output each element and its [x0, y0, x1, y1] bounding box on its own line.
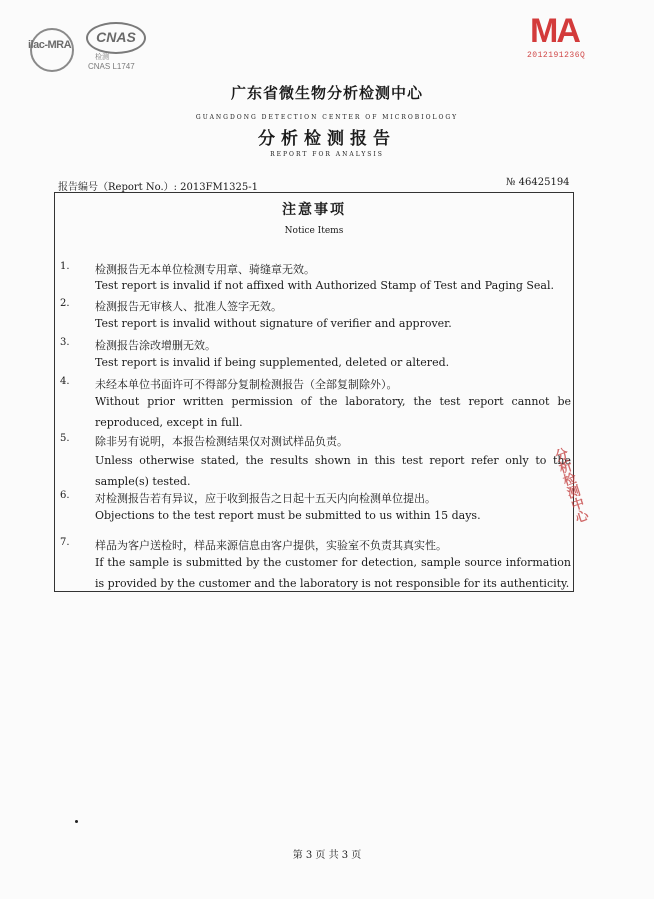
- organization-name-en: GUANGDONG DETECTION CENTER OF MICROBIOLOGY: [195, 114, 459, 121]
- cma-number: 2012191236Q: [527, 51, 586, 60]
- notice-subtitle: Notice Items: [284, 226, 344, 236]
- item-text-en: Test report is invalid if not affixed with Authorized Stamp of Test and Paging Seal.: [95, 279, 555, 292]
- item-number: 1.: [60, 261, 70, 272]
- cnas-number: CNAS L1747: [88, 62, 135, 71]
- item-number: 3.: [60, 337, 70, 348]
- report-title-cn: 分析检测报告: [258, 129, 396, 149]
- ilac-logo-text: ilac-MRA: [28, 39, 72, 51]
- cma-logo-text: MA: [530, 12, 579, 50]
- report-number: 报告编号（Report No.）: 2013FM1325-1: [58, 182, 258, 193]
- organization-name-cn: 广东省微生物分析检测中心: [230, 84, 423, 102]
- item-text-en: Test report is invalid without signature of verifier and approver.: [95, 317, 452, 330]
- serial-number: № 46425194: [506, 177, 570, 188]
- cnas-logo-text: CNAS: [86, 22, 146, 54]
- report-title-en: REPORT FOR ANALYSIS: [270, 151, 384, 158]
- ilac-mra-logo: [24, 22, 86, 74]
- item-text-en: Without prior written permission of the laboratory, the test report cannot be reproduced, except in full.: [95, 395, 571, 429]
- item-text-cn: 除非另有说明，本报告检测结果仅对测试样品负责。: [95, 435, 348, 448]
- cma-logo: [530, 12, 594, 54]
- notice-title: 注意事项: [282, 202, 346, 218]
- item-number: 6.: [60, 490, 70, 501]
- item-text-en: Objections to the test report must be submitted to us within 15 days.: [95, 509, 481, 522]
- item-text-cn: 检测报告无审核人、批准人签字无效。: [95, 300, 282, 313]
- item-text-cn: 检测报告涂改增删无效。: [95, 339, 216, 352]
- item-text-cn: 对检测报告若有异议，应于收到报告之日起十五天内向检测单位提出。: [95, 492, 436, 505]
- item-number: 2.: [60, 298, 70, 309]
- item-number: 5.: [60, 433, 70, 444]
- item-text-en: Unless otherwise stated, the results shown in this test report refer only to the sample(s) tested.: [95, 454, 571, 488]
- item-number: 4.: [60, 376, 70, 387]
- item-text-cn: 检测报告无本单位检测专用章、骑缝章无效。: [95, 263, 315, 276]
- red-seal-stamp: 分析检测中心: [550, 446, 589, 526]
- notice-box: [54, 192, 574, 592]
- item-text-cn: 样品为客户送检时，样品来源信息由客户提供，实验室不负责其真实性。: [95, 539, 447, 552]
- page-number: 第 3 页 共 3 页: [292, 850, 362, 861]
- item-text-en: Test report is invalid if being supplemented, deleted or altered.: [95, 356, 450, 369]
- dot-mark: [75, 820, 78, 823]
- cnas-caption: 检测: [95, 54, 109, 61]
- item-text-cn: 未经本单位书面许可不得部分复制检测报告（全部复制除外）。: [95, 378, 398, 391]
- item-number: 7.: [60, 537, 70, 548]
- item-text-en: If the sample is submitted by the customer for detection, sample source information is provided by the customer and the laboratory is not responsible for its authenticity.: [95, 556, 571, 590]
